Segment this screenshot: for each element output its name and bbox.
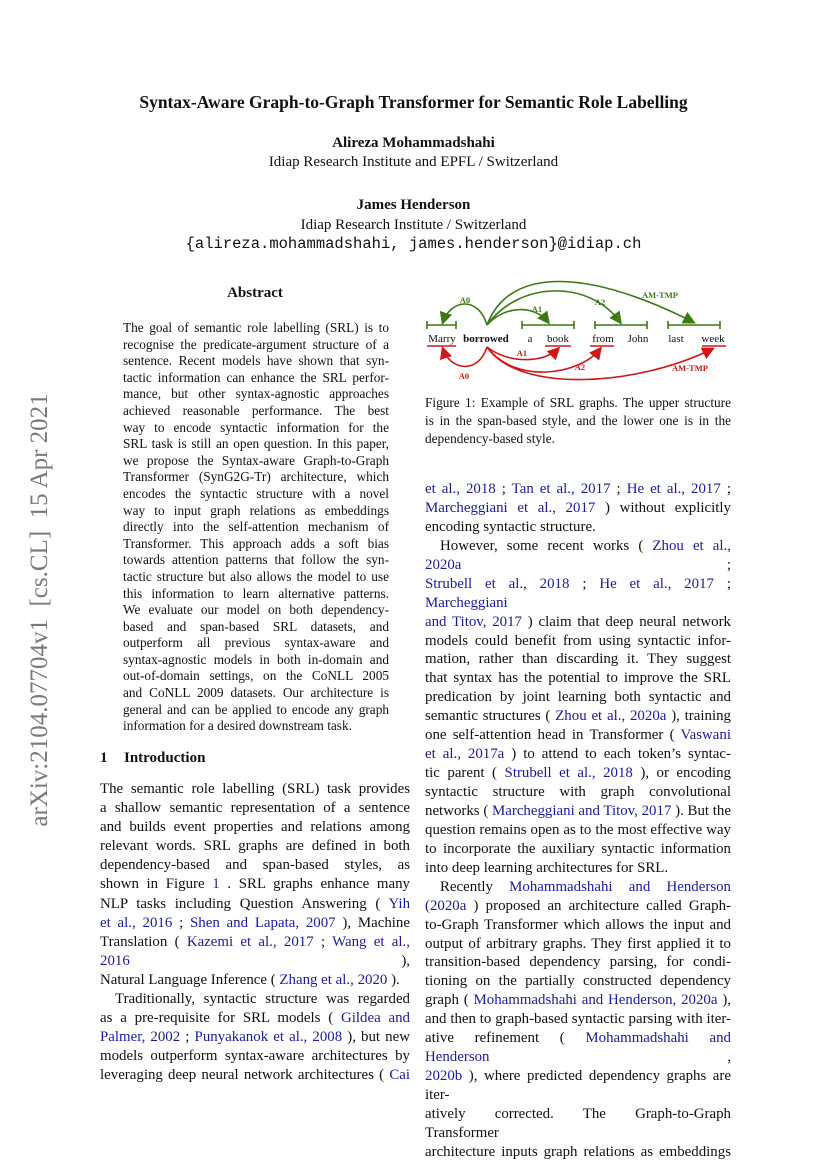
text-line	[123, 619, 389, 636]
text-span: However, some recent works (	[440, 537, 644, 554]
text-line	[100, 780, 410, 799]
text-span: The goal of semantic role labelling (SRL) is to	[123, 320, 389, 335]
text-span: based and span-based SRL datasets, and	[123, 618, 389, 634]
caption-line: is in the span-based style, and the lower one is in the	[425, 413, 731, 428]
text-line	[123, 453, 389, 470]
section-heading	[100, 750, 205, 767]
text-span: ;	[726, 556, 731, 573]
text-span: ;	[320, 933, 333, 950]
abstract-text	[123, 320, 389, 735]
text-line	[425, 840, 731, 859]
text-line	[123, 668, 389, 685]
citation-link[interactable]: Tan et al., 2017	[511, 481, 611, 497]
text-line	[425, 802, 731, 821]
text-span: The semantic role labelling (SRL) task provides	[100, 781, 410, 797]
text-span: output of arbitrary graphs. They first applied it to	[425, 935, 731, 952]
span-arc-a0	[443, 304, 487, 325]
text-line	[425, 480, 731, 499]
text-span: tic parent (	[425, 765, 498, 782]
citation-link[interactable]: (2020a	[425, 897, 467, 914]
text-line	[425, 707, 731, 726]
text-span: ),	[401, 952, 410, 969]
text-span: ) without explicitly	[605, 499, 731, 516]
text-span: SRL task is still an open question. In this paper,	[123, 436, 389, 452]
text-line	[425, 935, 731, 954]
text-span: shown in Figure	[100, 876, 213, 893]
text-line	[425, 518, 731, 537]
text-span: to incorporate the auxiliary syntactic information	[425, 840, 731, 857]
text-line	[123, 652, 389, 669]
text-line	[425, 745, 731, 764]
text-line	[100, 818, 410, 837]
text-line	[100, 971, 410, 990]
text-line	[123, 486, 389, 503]
citation-link[interactable]: He et al., 2017	[599, 575, 714, 592]
text-span: NLP tasks including Question Answering (	[100, 895, 381, 912]
text-line	[100, 856, 410, 875]
text-span: Recently	[440, 878, 510, 895]
text-line	[425, 632, 731, 651]
citation-link[interactable]: Zhang et al., 2020	[279, 971, 388, 988]
citation-link[interactable]: et al., 2018	[425, 481, 496, 497]
text-span: ), but new	[347, 1029, 410, 1046]
citation-link[interactable]: Mohammadshahi and Henderson	[425, 1030, 731, 1066]
text-line	[100, 1047, 410, 1066]
figure-word-predicate: borrowed	[463, 333, 509, 345]
text-line	[425, 669, 731, 688]
text-line	[425, 953, 731, 972]
text-line	[123, 320, 389, 337]
text-line	[100, 933, 410, 971]
text-span: relevant words. SRL graphs are defined in both	[100, 838, 410, 855]
text-line	[425, 991, 731, 1010]
span-label: A0	[459, 295, 471, 305]
span-arc-amtmp	[487, 281, 693, 325]
srl-graph-figure	[415, 280, 735, 392]
text-span: models outperform syntax-aware architectures by	[100, 1048, 410, 1065]
text-span: ), training	[671, 708, 731, 725]
text-span: recognise the predicate-argument structure of a	[123, 336, 389, 352]
author-email: {alireza.mohammadshahi, james.henderson}@idiap.ch	[185, 235, 642, 253]
text-span: mation, rather than discarding it. They suggest	[425, 651, 731, 668]
text-span: ). But the	[675, 802, 731, 819]
arxiv-stamp: arXiv:2104.07704v1 [cs.CL] 15 Apr 2021	[26, 393, 53, 827]
text-line	[123, 519, 389, 536]
text-line	[123, 403, 389, 420]
text-span: to-Graph Transformer which allows the input and	[425, 916, 731, 933]
text-line	[425, 783, 731, 802]
right-column-body	[425, 480, 731, 1162]
text-line	[425, 916, 731, 935]
text-line	[425, 613, 731, 632]
text-span: networks (	[425, 802, 489, 819]
text-line	[100, 1028, 410, 1047]
text-span: . SRL graphs enhance many	[227, 876, 410, 893]
text-line	[425, 878, 731, 897]
figure-word: book	[547, 333, 569, 345]
citation-link[interactable]: Vaswani	[680, 727, 731, 744]
text-line	[123, 386, 389, 403]
text-span: ) to attend to each token’s syntac-	[511, 746, 731, 763]
text-span: ), Machine	[342, 914, 410, 931]
text-line	[100, 1009, 410, 1028]
text-line	[425, 897, 731, 916]
text-span: predication by joint learning both syntactic and	[425, 689, 731, 706]
text-span: encodes the syntactic structure with a novel	[123, 485, 389, 501]
text-span: We evaluate our model on both dependency-	[123, 602, 389, 618]
text-line	[123, 536, 389, 553]
text-span: ).	[391, 971, 400, 988]
text-span: ;	[582, 575, 600, 592]
section-number: 1	[100, 750, 108, 766]
text-span: ;	[726, 481, 731, 497]
figure-word: last	[668, 333, 684, 345]
citation-link[interactable]: and Titov, 2017	[425, 613, 523, 630]
figure-caption	[425, 394, 731, 448]
abstract-heading: Abstract	[227, 285, 283, 301]
text-line	[425, 764, 731, 783]
text-span: syntax-agnostic models in both in-domain and	[123, 651, 389, 667]
citation-link[interactable]: Zhou et al., 2020a	[555, 708, 667, 725]
text-span: ;	[179, 914, 190, 931]
text-line	[123, 718, 389, 735]
figure-word: John	[627, 333, 649, 345]
text-span: graph (	[425, 992, 469, 1009]
text-line	[123, 436, 389, 453]
text-line	[123, 702, 389, 719]
text-line	[100, 1066, 410, 1085]
text-span: a shallow semantic representation of a sentence	[100, 800, 410, 817]
citation-link[interactable]: Shen and Lapata, 2007	[189, 914, 336, 931]
text-span: outperform all previous syntax-aware and	[123, 635, 389, 651]
citation-link[interactable]: Zhou et al., 2020a	[425, 537, 731, 573]
text-span: ),	[722, 992, 731, 1009]
text-line	[425, 1010, 731, 1029]
text-span: transition-based dependency parsing, for condi-	[425, 954, 731, 971]
text-span: syntactic structure with graph convolutional	[425, 784, 731, 800]
text-line	[425, 821, 731, 840]
citation-link[interactable]: Marcheggiani and Titov, 2017	[492, 802, 672, 819]
text-span: ) proposed an architecture called Graph-	[473, 897, 731, 914]
caption-line: dependency-based style.	[425, 431, 555, 446]
figure-word: from	[592, 333, 614, 345]
citation-link[interactable]: Strubell et al., 2018	[504, 765, 633, 782]
text-line	[425, 972, 731, 991]
citation-link[interactable]: He et al., 2017	[626, 481, 721, 497]
span-label: A1	[531, 304, 543, 314]
citation-link[interactable]: Gildea and	[341, 1010, 410, 1027]
author-name: Alireza Mohammadshahi	[332, 135, 495, 151]
text-span: tioning on the partially constructed dependency	[425, 973, 731, 990]
text-line	[425, 1105, 731, 1143]
text-span: ), or encoding	[640, 765, 731, 782]
text-span: ;	[185, 1029, 195, 1046]
dep-label: AM-TMP	[672, 363, 708, 373]
text-line	[123, 602, 389, 619]
citation-link[interactable]: Punyakanok et al., 2008	[194, 1029, 343, 1046]
citation-link[interactable]: Mohammadshahi and Henderson, 2020a	[473, 992, 718, 1009]
span-label: A2	[594, 297, 606, 307]
text-line	[123, 337, 389, 354]
text-span: ;	[616, 481, 627, 497]
text-span: leveraging deep neural network architectures (	[100, 1067, 385, 1084]
citation-link[interactable]: Strubell et al., 2018	[425, 575, 570, 592]
text-line	[123, 420, 389, 437]
text-span: sentence. Recent models have shown that syn-	[123, 353, 389, 369]
text-span: towards attention patterns that follow the syn-	[123, 552, 389, 568]
paper-title: Syntax-Aware Graph-to-Graph Transformer for Semantic Role Labelling	[139, 92, 688, 112]
text-span: tactic information can enhance the SRL perfor-	[123, 369, 389, 385]
text-line	[123, 685, 389, 702]
text-line	[425, 650, 731, 669]
citation-link[interactable]: Palmer, 2002	[100, 1029, 181, 1046]
span-label: AM-TMP	[642, 290, 678, 300]
citation-link[interactable]: Marcheggiani et al., 2017	[425, 499, 596, 516]
span-arcs	[427, 281, 720, 329]
text-line	[100, 799, 410, 818]
left-column-body	[100, 780, 410, 1086]
text-span: that syntax has the potential to improve the SRL	[425, 670, 731, 687]
citation-link[interactable]: Kazemi et al., 2017	[186, 933, 314, 950]
caption-line: Figure 1: Example of SRL graphs. The upper structure	[425, 395, 731, 410]
figure-word: a	[527, 333, 533, 345]
span-bar	[522, 321, 574, 329]
text-span: models could benefit from using syntactic infor-	[425, 632, 731, 649]
figure-word: Marry	[428, 333, 456, 345]
citation-link[interactable]: Marcheggiani	[425, 594, 508, 611]
text-line	[123, 552, 389, 569]
text-line	[425, 575, 731, 613]
figure-word: week	[701, 333, 725, 345]
text-span: semantic structures (	[425, 708, 551, 725]
text-span: and CoNLL 2009 datasets. Our architecture is	[123, 685, 389, 701]
text-span: into deep learning architectures for SRL.	[425, 859, 669, 876]
citation-link[interactable]: Mohammadshahi and Henderson	[509, 878, 731, 895]
citation-link[interactable]: Wang et al., 2016	[100, 933, 410, 969]
span-bar	[595, 321, 647, 329]
text-span: and builds event properties and relations among	[100, 819, 410, 836]
text-line	[123, 370, 389, 387]
dep-label: A2	[574, 362, 586, 372]
text-span: this information to learn alternative patterns.	[123, 585, 389, 601]
citation-link[interactable]: Yih	[388, 895, 410, 912]
text-span: architecture inputs graph relations as embeddings	[425, 1143, 731, 1160]
text-line	[425, 537, 731, 575]
text-span: we propose the Syntax-aware Graph-to-Graph	[123, 452, 389, 468]
text-span: ), where predicted dependency graphs are iter-	[425, 1068, 731, 1103]
text-span: general and can be applied to encode any graph	[123, 701, 389, 717]
text-line	[100, 837, 410, 856]
dep-label: A0	[458, 371, 470, 381]
text-line	[123, 586, 389, 603]
author-affiliation: Idiap Research Institute / Switzerland	[300, 217, 527, 233]
text-span: question remains open as to the most effective way	[425, 821, 731, 838]
text-span: encoding syntactic structure.	[425, 518, 596, 535]
dep-label: A1	[516, 348, 528, 358]
text-span: ,	[727, 1049, 731, 1066]
text-line	[100, 914, 410, 933]
citation-link[interactable]: et al., 2016	[100, 914, 173, 931]
author-name: James Henderson	[356, 197, 471, 213]
text-span: way to input graph relations as embeddings	[123, 502, 389, 518]
span-bar	[427, 321, 456, 329]
citation-link[interactable]: Cai	[389, 1067, 410, 1084]
text-span: ;	[726, 575, 731, 592]
text-span: one self-attention head in Transformer (	[425, 727, 675, 744]
text-span: and then to graph-based syntactic parsing with iter-	[425, 1011, 731, 1028]
text-span: Transformer. This approach adds a soft bias	[123, 535, 389, 551]
text-line	[425, 499, 731, 518]
text-line	[100, 875, 410, 894]
text-span: Natural Language Inference (	[100, 971, 276, 988]
text-line	[425, 1143, 731, 1162]
text-span: information for a desired downstream task.	[123, 718, 352, 734]
text-span: out-of-domain settings, on the CoNLL 2005	[123, 668, 389, 684]
text-line	[100, 895, 410, 914]
text-span: ) claim that deep neural network	[527, 613, 731, 630]
text-line	[425, 1067, 731, 1105]
text-span: ative refinement (	[425, 1030, 565, 1047]
section-title: Introduction	[124, 750, 206, 766]
text-span: dependency-based and span-based styles, as	[100, 857, 410, 874]
text-line	[425, 859, 731, 878]
text-span: as a pre-requisite for SRL models (	[100, 1010, 334, 1027]
text-span: directly into the self-attention mechanism of	[123, 519, 389, 535]
text-line	[123, 635, 389, 652]
author-affiliation: Idiap Research Institute and EPFL / Switzerland	[268, 154, 559, 170]
text-span: mance, but other syntax-agnostic approaches	[123, 386, 389, 402]
text-line	[425, 726, 731, 745]
span-bar	[668, 321, 720, 329]
text-span: tactic structure but also allows the model to use	[123, 568, 389, 584]
text-span: atively corrected. The Graph-to-Graph Transformer	[425, 1105, 731, 1141]
dep-arc-a0	[443, 347, 487, 366]
text-line	[425, 688, 731, 707]
text-line	[123, 469, 389, 486]
citation-link[interactable]: 2020b	[425, 1068, 463, 1085]
text-line	[123, 569, 389, 586]
text-span: Traditionally, syntactic structure was regarded	[115, 991, 410, 1008]
text-span: way to encode syntactic information for the	[123, 419, 389, 435]
text-span: Transformer (SynG2G-Tr) architecture, which	[123, 469, 389, 485]
citation-link[interactable]: et al., 2017a	[425, 746, 505, 763]
text-span: Translation (	[100, 933, 180, 950]
text-span: ;	[501, 481, 512, 497]
text-span: achieved reasonable performance. The best	[123, 402, 389, 418]
text-line	[123, 503, 389, 520]
text-line	[100, 990, 410, 1009]
text-line	[123, 353, 389, 370]
text-line	[425, 1029, 731, 1067]
citation-link[interactable]: 1	[212, 876, 220, 893]
